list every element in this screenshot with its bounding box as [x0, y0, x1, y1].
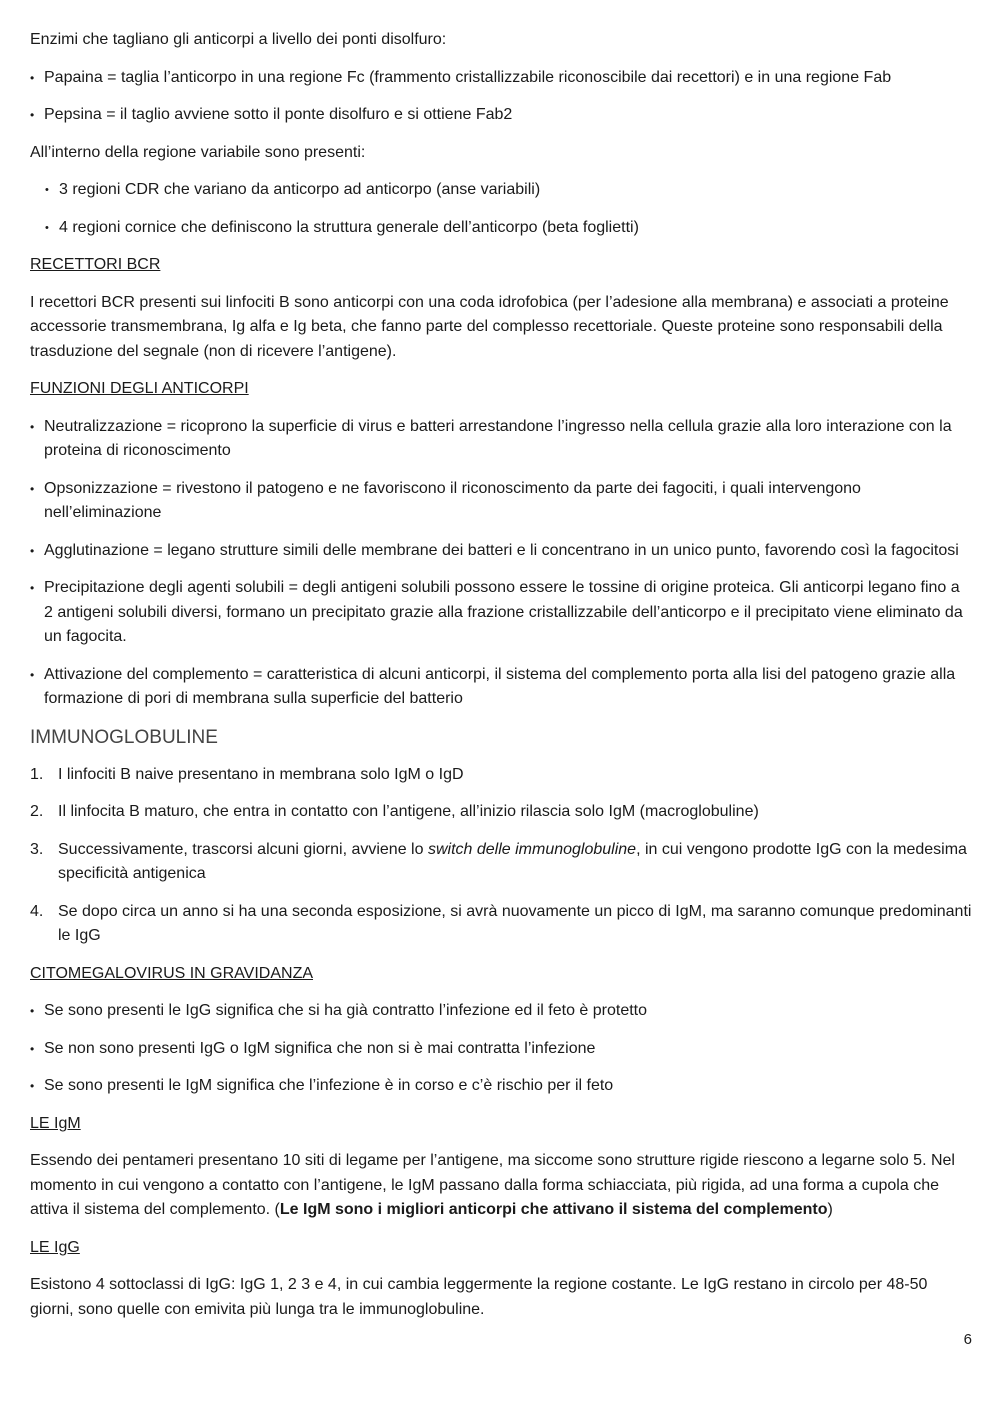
bullet-icon: •: [30, 581, 35, 595]
list-item: [30, 477, 972, 526]
emphasized-term: switch delle immunoglobuline: [427, 840, 637, 858]
bcr-heading: RECETTORI BCR: [30, 256, 161, 273]
list-item: [30, 576, 972, 650]
ordered-list-item: [30, 800, 972, 825]
list-item-text: 4 regioni cornice che definiscono la struttura generale dell’anticorpo (beta foglietti): [59, 218, 639, 236]
list-item: [30, 103, 972, 128]
list-number: 4.: [30, 902, 44, 920]
list-item: [30, 539, 972, 564]
igg-text: Esistono 4 sottoclassi di IgG: IgG 1, 2 3 e 4, in cui cambia leggermente la regione costante. Le IgG restano in circolo per 48-50 giorni, sono quelle con emivita più lunga tra le immunoglobuline.: [30, 1276, 928, 1318]
bullet-icon: •: [45, 184, 49, 196]
ordered-list-item: [30, 763, 972, 788]
bullet-icon: •: [30, 1004, 35, 1018]
document-page: [30, 28, 972, 1335]
bullet-icon: •: [30, 667, 35, 682]
igm-heading: LE IgM: [30, 1114, 81, 1132]
list-number: 1.: [30, 765, 44, 783]
page-number: 6: [963, 1331, 972, 1348]
ordered-list-item: [30, 838, 972, 887]
igm-text: [30, 1149, 972, 1223]
list-item-text: Papaina = taglia l’anticorpo in una regione Fc (frammento cristallizzabile riconoscibile dai recettori) e in una regione Fab: [44, 68, 892, 86]
list-item-text: Se sono presenti le IgM significa che l’infezione è in corso e c’è rischio per il feto: [44, 1077, 614, 1094]
list-item-text: 3 regioni CDR che variano da anticorpo ad anticorpo (anse variabili): [59, 181, 541, 198]
igg-heading: LE IgG: [30, 1238, 80, 1256]
bullet-icon: •: [30, 543, 35, 558]
igm-text-start: Essendo dei pentameri presentano 10 siti di legame per l’antigene, ma siccome sono strutture rigide riescono a legarne solo 5. Nel momento in cui vengono a contatto con l’antigene, le IgM passano dalla forma schiacciata, più rigida, ad una forma a cupola che attiva il sistema del complemento. (: [30, 1152, 955, 1218]
intro-text: Enzimi che tagliano gli anticorpi a livello dei ponti disolfuro:: [30, 31, 447, 48]
list-item-text: Se dopo circa un anno si ha una seconda esposizione, si avrà nuovamente un picco di IgM, ma saranno comunque predominanti le IgG: [58, 902, 972, 944]
bullet-icon: •: [30, 70, 35, 85]
list-item-text: [58, 841, 967, 883]
list-item: [30, 66, 972, 91]
list-item-text-start: Successivamente, trascorsi alcuni giorni, avviene lo: [58, 840, 428, 858]
list-item-text: Precipitazione degli agenti solubili = degli antigeni solubili possono essere le tossine di origine proteica. Gli anticorpi legano fino a 2 antigeni solubili diversi, formano un precipitato grazie alla frazione cristallizzabile dell’anticorpo e il precipitato viene eliminato da un fagocita.: [44, 579, 963, 645]
list-item: [30, 216, 972, 241]
immunoglobuline-heading: IMMUNOGLOBULINE: [30, 726, 218, 748]
list-item-text: I linfociti B naive presentano in membrana solo IgM o IgD: [58, 765, 464, 783]
list-item: [30, 415, 972, 464]
list-item-text: Se non sono presenti IgG o IgM significa che non si è mai contratta l’infezione: [44, 1039, 596, 1057]
list-item: [30, 1074, 972, 1099]
list-item-text: Pepsina = il taglio avviene sotto il ponte disolfuro e si ottiene Fab2: [44, 106, 513, 123]
cmv-heading: CITOMEGALOVIRUS IN GRAVIDANZA: [30, 964, 314, 982]
list-item: [30, 999, 972, 1024]
list-item: [30, 178, 972, 203]
bullet-icon: •: [30, 1079, 35, 1093]
list-item: [30, 663, 972, 712]
bullet-icon: •: [30, 481, 35, 496]
list-number: 3.: [30, 840, 44, 858]
bullet-icon: •: [30, 108, 35, 122]
bullet-icon: •: [30, 1041, 35, 1056]
bullet-icon: •: [45, 221, 49, 234]
list-item-text: Agglutinazione = legano strutture simili delle membrane dei batteri e li concentrano in un unico punto, favorendo così la fagocitosi: [44, 541, 959, 559]
ordered-list-item: [30, 900, 972, 949]
list-number: 2.: [30, 803, 44, 820]
variable-intro-text: All’interno della regione variabile sono presenti:: [30, 143, 366, 161]
bullet-icon: •: [30, 419, 35, 434]
bcr-text: I recettori BCR presenti sui linfociti B sono anticorpi con una coda idrofobica (per l’adesione alla membrana) e associati a proteine accessorie transmembrana, Ig alfa e Ig beta, che fanno parte del complesso recettoriale. Queste proteine sono responsabili della trasduzione del segnale (non di ricevere l’antigene).: [30, 293, 949, 360]
list-item-text: Attivazione del complemento = caratteristica di alcuni anticorpi, il sistema del complemento porta alla lisi del patogeno grazie alla formazione di pori di membrana sulla superficie del batterio: [44, 665, 956, 707]
list-item-text: Il linfocita B maturo, che entra in contatto con l’antigene, all’inizio rilascia solo IgM (macroglobuline): [58, 803, 759, 820]
functions-heading: FUNZIONI DEGLI ANTICORPI: [30, 380, 249, 397]
list-item-text: Se sono presenti le IgG significa che si ha già contratto l’infezione ed il feto è protetto: [44, 1002, 648, 1019]
list-item-text-end: , in cui vengono prodotte IgG con la medesima specificità antigenica: [58, 840, 967, 882]
igm-text-end: ): [827, 1201, 833, 1218]
igm-bold-statement: Le IgM sono i migliori anticorpi che attivano il sistema del complemento: [279, 1201, 828, 1218]
list-item-text: Opsonizzazione = rivestono il patogeno e ne favoriscono il riconoscimento da parte dei fagociti, i quali intervengono nell’eliminazione: [44, 479, 861, 521]
list-item: [30, 1037, 972, 1062]
list-item-text: Neutralizzazione = ricoprono la superficie di virus e batteri arrestandone l’ingresso nella cellula grazie alla loro interazione con la proteina di riconoscimento: [44, 417, 952, 459]
